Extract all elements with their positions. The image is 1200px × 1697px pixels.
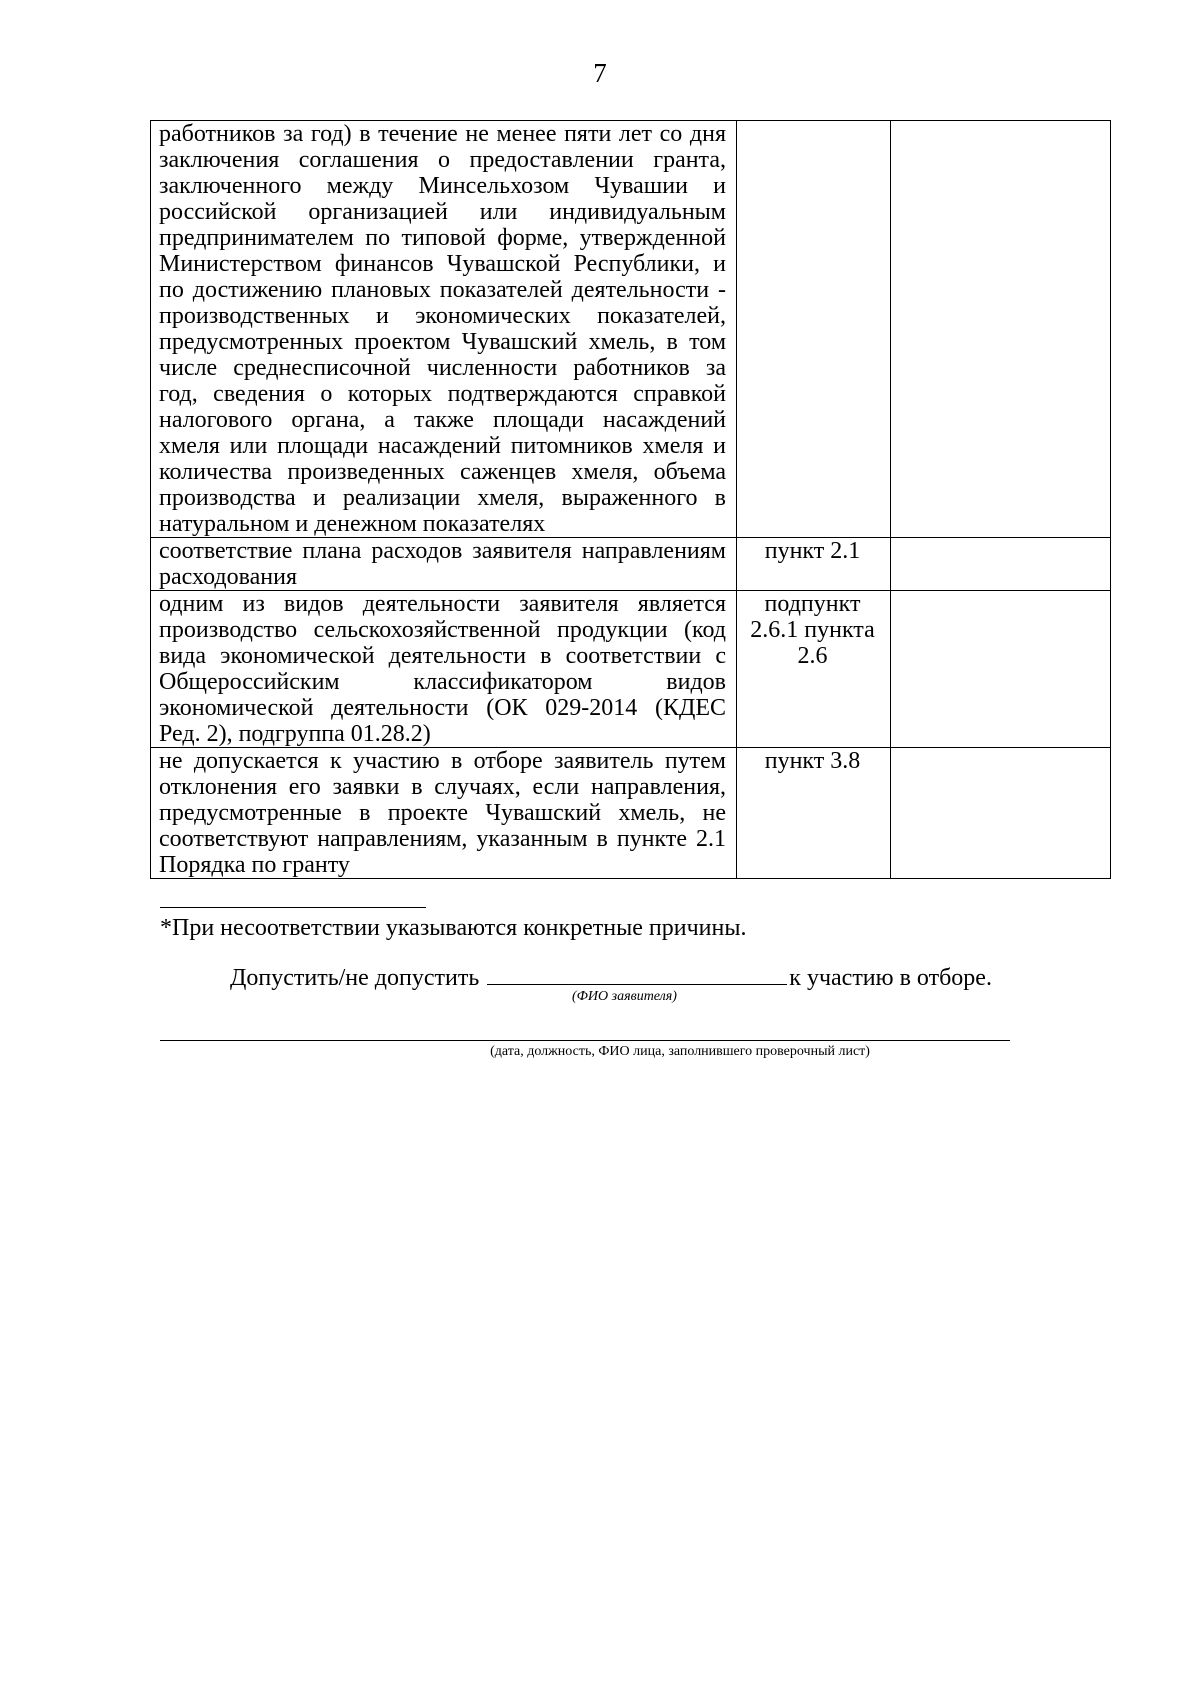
reference-cell: пункт 3.8 [737,748,891,879]
criterion-cell: не допускается к участию в отборе заявитель путем отклонения его заявки в случаях, если направления, предусмотренные в проекте Чувашский хмель, не соответствуют направлениям, указанным в пункте 2.1 Порядка по гранту [151,748,737,879]
mark-cell [891,121,1111,538]
reference-cell: пункт 2.1 [737,538,891,591]
page-number: 7 [593,58,607,88]
applicant-name-caption: (ФИО заявителя) [572,989,677,1004]
table-row [151,591,1111,748]
criterion-cell: работников за год) в течение не менее пяти лет со дня заключения соглашения о предоставлении гранта, заключенного между Минсельхозом Чувашии и российской организацией или индивидуальным предпринимателем по типовой форме, утвержденной Министерством финансов Чувашской Республики, и по достижению плановых показателей деятельности - производственных и экономических показателей, предусмотренных проектом Чувашский хмель, в том числе среднесписочной численности работников за год, сведения о которых подтверждаются справкой налогового органа, а также площади насаждений хмеля или площади насаждений питомников хмеля и количества произведенных саженцев хмеля, объема производства и реализации хмеля, выраженного в натуральном и денежном показателях [151,121,737,538]
reference-cell [737,121,891,538]
table-row [151,121,1111,538]
footnote-divider [160,907,426,908]
signature-caption: (дата, должность, ФИО лица, заполнившего проверочный лист) [490,1044,870,1059]
mark-cell [891,538,1111,591]
criterion-cell: соответствие плана расходов заявителя направлениям расходования [151,538,737,591]
signature-line [160,1040,1010,1041]
decision-prefix: Допустить/не допустить [230,965,480,991]
mark-cell [891,591,1111,748]
decision-line [230,964,992,992]
applicant-name-blank [487,964,787,985]
criteria-table [150,120,1111,879]
table-row [151,538,1111,591]
table-row [151,748,1111,879]
mark-cell [891,748,1111,879]
footnote: *При несоответствии указываются конкретные причины. [160,915,747,941]
criterion-cell: одним из видов деятельности заявителя является производство сельскохозяйственной продукции (код вида экономической деятельности в соответствии с Общероссийским классификатором видов экономической деятельности (ОК 029-2014 (КДЕС Ред. 2), подгруппа 01.28.2) [151,591,737,748]
reference-cell: подпункт 2.6.1 пункта 2.6 [737,591,891,748]
decision-suffix: к участию в отборе. [789,965,992,991]
